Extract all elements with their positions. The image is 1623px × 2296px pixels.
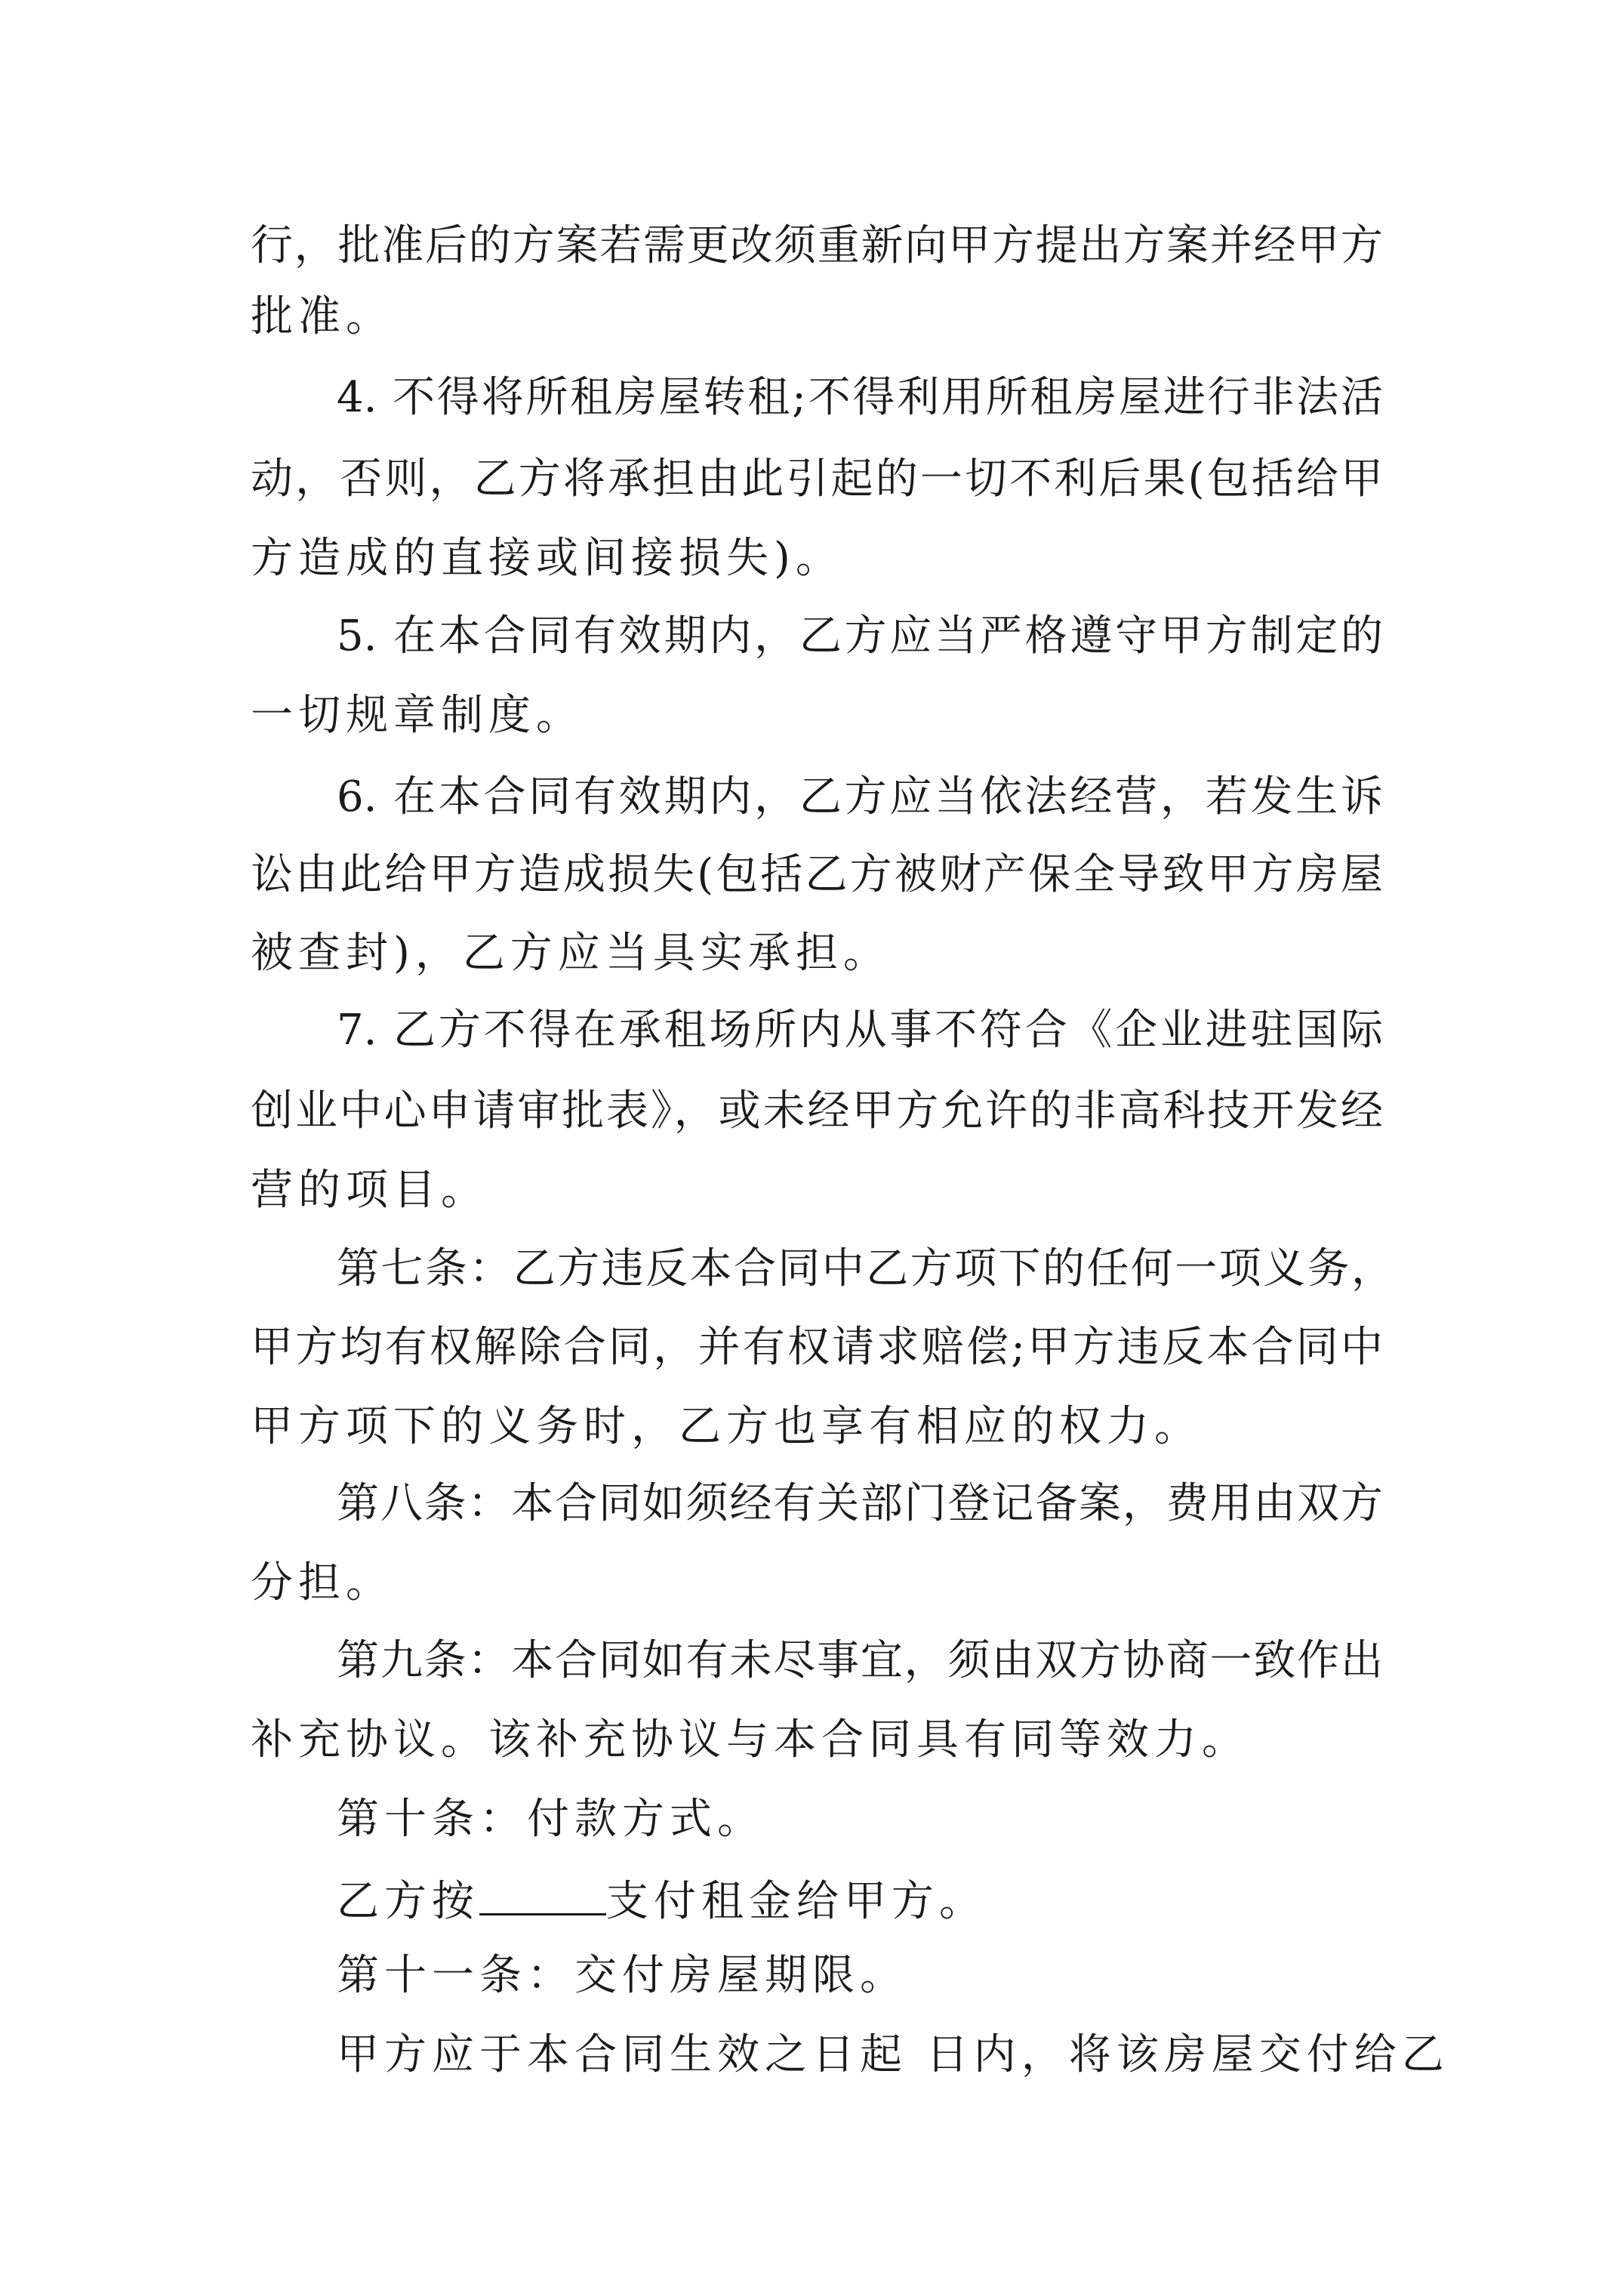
article-9-line: 第九条：本合同如有未尽事宜，须由双方协商一致作出 <box>337 1636 1383 1685</box>
payment-line <box>337 1871 1469 1928</box>
delivery-line: 甲方应于本合同生效之日起 日内，将该房屋交付给乙 <box>337 2030 1449 2079</box>
article-10-heading: 第十条：付款方式。 <box>337 1795 765 1844</box>
paragraph-line: 分担。 <box>251 1558 393 1607</box>
paragraph-line: 行，批准后的方案若需更改须重新向甲方提出方案并经甲方 <box>251 221 1383 270</box>
paragraph-line: 补充协议。该补充协议与本合同具有同等效力。 <box>251 1715 1249 1764</box>
payment-line-prefix: 乙方按 <box>337 1877 479 1926</box>
list-item-4-line: 4. 不得将所租房屋转租;不得利用所租房屋进行非法活 <box>337 373 1383 422</box>
paragraph-line: 甲方项下的义务时，乙方也享有相应的权力。 <box>251 1402 1202 1451</box>
article-11-heading: 第十一条：交付房屋期限。 <box>337 1951 907 2000</box>
paragraph-line: 营的项目。 <box>251 1166 488 1215</box>
list-item-5-line: 5. 在本合同有效期内，乙方应当严格遵守甲方制定的 <box>337 612 1383 661</box>
article-7-line: 第七条：乙方违反本合同中乙方项下的任何一项义务， <box>337 1244 1394 1293</box>
article-8-line: 第八条：本合同如须经有关部门登记备案，费用由双方 <box>337 1479 1383 1528</box>
paragraph-line: 甲方均有权解除合同，并有权请求赔偿;甲方违反本合同中 <box>251 1323 1383 1372</box>
paragraph-line: 被查封)，乙方应当具实承担。 <box>251 929 891 978</box>
list-item-6-line: 6. 在本合同有效期内，乙方应当依法经营，若发生诉 <box>337 772 1383 821</box>
paragraph-line: 讼由此给甲方造成损失(包括乙方被财产保全导致甲方房屋 <box>251 850 1383 899</box>
paragraph-line: 方造成的直接或间接损失)。 <box>251 534 843 583</box>
list-item-7-line: 7. 乙方不得在承租场所内从事不符合《企业进驻国际 <box>337 1006 1383 1055</box>
paragraph-line: 创业中心申请审批表》，或未经甲方允许的非高科技开发经 <box>251 1086 1383 1136</box>
paragraph-line: 动，否则，乙方将承担由此引起的一切不利后果(包括给甲 <box>251 455 1383 504</box>
fill-in-blank <box>479 1871 606 1915</box>
paragraph-line: 批准。 <box>251 292 393 341</box>
payment-line-suffix: 支付租金给甲方。 <box>606 1877 987 1926</box>
paragraph-line: 一切规章制度。 <box>251 691 584 740</box>
